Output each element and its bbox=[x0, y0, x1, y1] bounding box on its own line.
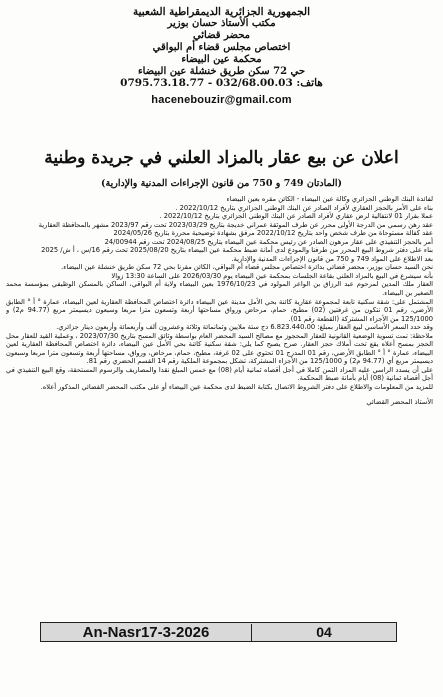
body-paragraph: عملا بقرار 01 لانتفالية لرض عقاري لأفراد الصادر عن البنك الوطني الجزائري بتاريخ 2022/10/12 . bbox=[159, 212, 433, 221]
court-name: محكمة عين البيضاء bbox=[181, 53, 262, 65]
body-paragraph: عقد رهن رسمي من الدرجة الأولى محرر عن طرف الموثقة عمراني خديجة بتاريخ 2023/03/29 تحت رقم 2023/97 مشهر بالمحافظة العقارية bbox=[38, 220, 433, 229]
office-role: محضر قضائي bbox=[192, 30, 251, 42]
body-paragraph: نحن السيد حسان بوزير، محضر قضائي بدائرة اختصاص مجلس قضاء أم البواقي، الكائن مقرنا بحي 72 سكن طريق خنشلة عين البيضاء. bbox=[61, 263, 433, 272]
body-paragraph: بعد الاطلاع على المواد 749 و 750 من قانون الإجراءات المدنية والإدارية. bbox=[231, 254, 433, 263]
body-paragraph: العقار ملك المدين لمرحوم عبد الرزاق بن الواعر المولود في 1976/10/23 بعين البيضاء ولاية أم البواقي، الساكن بالمسكن الوظيفي بمؤسسة محمد الصغير بن البيضاء. bbox=[6, 280, 433, 298]
republic-name: الجمهورية الجزائرية الديمقراطية الشعبية bbox=[132, 6, 310, 18]
body-paragraph: بناء على دفتر شروط البيع المحرر من طرفنا والمودع لدى أمانة ضبط محكمة عين البيضاء بتاريخ 2025/08/20 تحت رقم 16/س ، أ ش/ 2025 bbox=[41, 246, 433, 255]
body-paragraph: على أن يسدد الراسي عليه المزاد الثمن كاملا في أجل أقصاه ثمانية أيام (08) مع خمس المبلغ نقدا والمصاريف والرسوم المستحقة، وقع البيع التنفيذي في أجل أقصاه ثمانية (08) أيام بأمانة ضبط المحكمة. bbox=[6, 365, 433, 383]
signature: الأستاذ المحضر القضائي bbox=[366, 397, 433, 406]
body-paragraph: ملاحظة: تمت تسوية الوضعية القانونية للعقار المحجوز مع مصالح السيد المحضر العام بواسطة وثائق المسح بتاريخ 2023/07/30 ، وعملية القيد للعقار محل الحجز بمسح أعلاه يقع تحت أملاك حجز العقار. صرح يصبح كما يلي: شقة سكنية كائنة بحي الأمل عين البيضاء، دائرة اختصاص المحافظة العقارية لعين البيضاء، عمارة ° أ ° الطابق الأرضي، رقم 01 المدرج 01 تحتوي على 02 غرفة، مطبخ، حمام، مرحاض، ورواق، مساحتها أربعة وتسعون مترا مربعا وسبعون ديسيمتر مربع أي (94.77 م2) و 125/1000 من الأجزاء المشتركة، تشكل بمجموعة الملكية رقم 14 القسم الحضري رقم 81. bbox=[6, 331, 433, 366]
body-paragraph: لفائدة البنك الوطني الجزائري وكالة عين البيضاء - الكائن مقره بعين البيضاء bbox=[226, 195, 433, 203]
body-paragraph: بناء على الأمر بالحجز العقاري لأفراد الصادر عن البنك الوطني الجزائري بتاريخ 2022/10/12 . bbox=[175, 203, 433, 212]
email-address: hacenebouzir@gmail.com bbox=[151, 93, 292, 106]
office-address: حي 72 سكن طريق خنشلة عين البيضاء bbox=[137, 65, 306, 77]
announcement-body bbox=[6, 195, 433, 605]
office-name: مكتب الأستاذ حسان بوزير bbox=[167, 18, 276, 30]
jurisdiction: اختصاص مجلس قضاء أم البواقي bbox=[152, 41, 291, 53]
body-paragraph: بأنه سيشرع في البيع بالمزاد العلني بقاعة الجلسات بمحكمة عين البيضاء يوم 2026/03/30 على الساعة 13:30 زوالا bbox=[111, 271, 433, 280]
page-number: 04 bbox=[316, 624, 332, 640]
page-footer bbox=[40, 622, 397, 642]
phone-numbers: هاتف: 032/68.00.03 - 0795.73.18.77 bbox=[120, 77, 323, 90]
body-paragraph: وقد حدد السعر الأساسي لبيع العقار بمبلغ: 6.823.440،00 دج ستة ملايين وثمانمائة وثلاثة وعشرون ألف وأربعمائة وأربعون دينار جزائري. bbox=[56, 323, 433, 332]
body-paragraph: للمزيد من المعلومات والاطلاع على دفتر الشروط الاتصال بكتابة الضبط لدى محكمة عين البيضاء أو على مكتب المحضر القضائي المذكور أعلاه. bbox=[40, 383, 433, 392]
office-header bbox=[0, 6, 443, 107]
body-paragraph: المشتمل على: شقة سكنية تابعة لمجموعة عقارية كائنة بحي الأمل مدينة عين البيضاء دائرة اختصاص المحافظة العقارية لعين البيضاء، عمارة ° أ ° الطابق الأرضي، رقم 01 تتكون من غرفتين (02) مطبخ، حمام، مرحاض ورواق مساحتها أربعة وتسعون مترا مربعا وسبعون ديسيمتر مربع (94.77 م2) و 125/1000 من الأجزاء المشتركة (القطعة رقم 01). bbox=[6, 297, 433, 323]
body-paragraph: أمر بالحجز التنفيذي على عقار مرهون الصادر عن رئيس محكمة عين البيضاء بتاريخ 2024/08/25 تحت رقم 24/00944 bbox=[104, 237, 433, 246]
announcement-subtitle: (المادتان 749 و 750 من قانون الإجراءات المدنية والإدارية) bbox=[101, 178, 342, 189]
announcement-title: اعلان عن بيع عقار بالمزاد العلني في جريدة وطنية bbox=[44, 148, 399, 168]
edition-reference: An-Nasr17-3-2026 bbox=[41, 624, 252, 641]
body-paragraph: عقد كفالة مستوحاة من طرف شخص واحد بتاريخ 2022/10/12 مرفق بشهادة توضيحية محررة بتاريخ 2024/05/26 bbox=[113, 229, 433, 238]
